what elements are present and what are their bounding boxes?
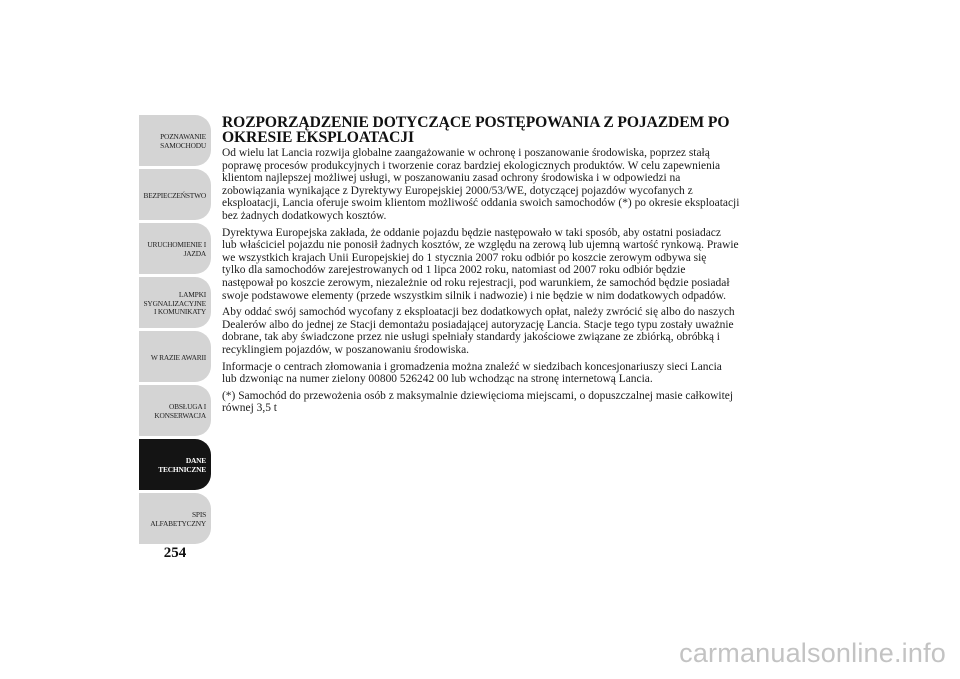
text-line: bez żadnych dodatkowych kosztów. xyxy=(222,209,387,222)
text-line: recyklingiem pojazdów, w poszanowaniu środowiska. xyxy=(222,343,470,356)
tab-label-line: BEZPIECZEŃSTWO xyxy=(143,190,206,200)
tab-label-line: POZNAWANIE xyxy=(160,132,206,142)
text-line: (*) Samochód do przewożenia osób z maksymalnie dziewięcioma miejscami, o dopuszczalnej masie całkowitej xyxy=(222,389,734,402)
text-line: następował po koszcie zerowym, niezależnie od roku rejestracji, pod warunkiem, że samochód będzie posiadał xyxy=(222,276,730,289)
tab-label-line: SPIS xyxy=(192,510,206,520)
paragraph-footnote xyxy=(222,390,782,415)
text-line: równej 3,5 t xyxy=(222,402,277,415)
tab-label-line: I KOMUNIKATY xyxy=(154,307,206,317)
tab-spis-alfabetyczny[interactable] xyxy=(139,493,211,544)
text-line: we wszystkich krajach Unii Europejskiej do 1 stycznia 2007 roku odbiór po koszcie zerowym odbywa się xyxy=(222,251,707,264)
tab-label-line: OBSŁUGA I xyxy=(168,402,206,412)
tab-poznawanie-samochodu[interactable] xyxy=(139,115,211,166)
section-heading xyxy=(222,115,782,145)
page-number: 254 xyxy=(163,545,187,561)
watermark: carmanualsonline.info xyxy=(679,638,946,668)
tab-uruchomienie-i-jazda[interactable] xyxy=(139,223,211,274)
heading-line: OKRESIE EKSPLOATACJI xyxy=(222,129,414,146)
tab-bezpieczenstwo[interactable] xyxy=(139,169,211,220)
tab-w-razie-awarii[interactable] xyxy=(139,331,211,382)
paragraph-intro xyxy=(222,147,782,223)
tab-label-line: W RAZIE AWARII xyxy=(150,352,206,362)
tab-label-line: ALFABETYCZNY xyxy=(150,519,206,528)
tab-lampki-sygnalizacyjne[interactable] xyxy=(139,277,211,328)
text-line: Dyrektywa Europejska zakłada, że oddanie pojazdu będzie następowało w taki sposób, aby ostatni posiadacz xyxy=(222,226,721,239)
text-line: klientom najlepszej możliwej usługi, w poszanowaniu zasad ochrony środowiska i w odpowiedzi na xyxy=(222,172,681,185)
text-line: Aby oddać swój samochód wycofany z eksploatacji bez dodatkowych opłat, należy zwrócić się albo do naszych xyxy=(222,306,735,319)
tab-label-line: JAZDA xyxy=(183,249,206,258)
text-line: lub właściciel pojazdu nie ponosił żadnych kosztów, ze względu na zerową lub ujemną wartość rynkową. Prawie xyxy=(222,239,739,252)
text-line: dobrane, tak aby świadczone przez nie usługi spełniały standardy jakościowe związane ze zbiórką, obróbką i xyxy=(222,331,720,344)
tab-obsluga-i-konserwacja[interactable] xyxy=(139,385,211,436)
text-line: Informacje o centrach złomowania i gromadzenia można znaleźć w siedzibach koncesjonariuszy sieci Lancia xyxy=(222,360,722,373)
text-line: swoje podstawowe elementy (przede wszystkim silnik i nadwozie) i nie będzie w nim dodatkowych odpadów. xyxy=(222,289,726,302)
document-body xyxy=(222,115,782,419)
tab-label-line: SYGNALIZACYJNE xyxy=(143,298,206,308)
tab-label-line: LAMPKI xyxy=(178,290,206,300)
tab-dane-techniczne[interactable] xyxy=(139,439,211,490)
text-line: poprawę procesów produkcyjnych i tworzenie coraz bardziej ekologicznych produktów. W celu zapewnienia xyxy=(222,159,721,172)
tab-label-line: TECHNICZNE xyxy=(158,465,206,474)
paragraph-info xyxy=(222,361,782,386)
text-line: tylko dla samochodów zarejestrowanych od 1 lipca 2002 roku, natomiast od 2007 roku odbiór będzie xyxy=(222,264,686,277)
tab-label-line: KONSERWACJA xyxy=(154,411,206,420)
heading-line: ROZPORZĄDZENIE DOTYCZĄCE POSTĘPOWANIA Z POJAZDEM PO xyxy=(222,114,730,131)
text-line: Od wielu lat Lancia rozwija globalne zaangażowanie w ochronę i poszanowanie środowiska, poprzez stałą xyxy=(222,147,710,159)
tab-label-line: SAMOCHODU xyxy=(160,141,206,150)
text-line: lub dzwoniąc na numer zielony 00800 526242 00 lub wchodząc na stronę internetową Lancia. xyxy=(222,373,653,386)
text-line: eksploatacji, Lancia oferuje swoim klientom możliwość oddania swoich samochodów (*) po okresie eksploatacji xyxy=(222,197,740,210)
text-line: Dealerów albo do jednej ze Stacji demontażu posiadającej autoryzację Lancia. Stacje tego typu zostały uważnie xyxy=(222,318,734,331)
chapter-tabs xyxy=(139,115,211,545)
text-line: zobowiązania wynikające z Dyrektywy Europejskiej 2000/53/WE, dotyczącej pojazdów wycofanych z xyxy=(222,184,693,197)
tab-label-line: URUCHOMIENIE I xyxy=(147,240,206,250)
paragraph-directive xyxy=(222,227,782,303)
paragraph-dealers xyxy=(222,306,782,356)
tab-label-line: DANE xyxy=(185,456,206,466)
